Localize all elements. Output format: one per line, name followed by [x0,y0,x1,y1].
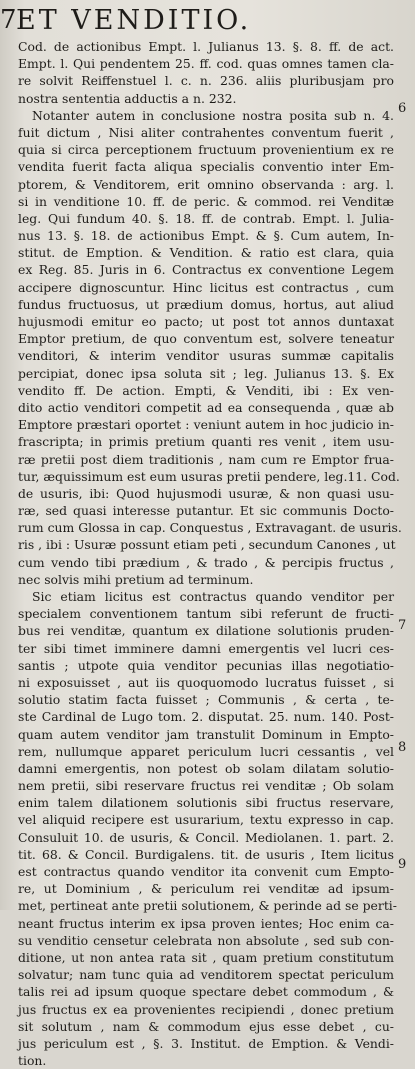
text-line: nus 13. §. 18. de actionibus Empt. & §. Cum autem, In- [18,228,394,244]
text-line: su venditio censetur celebrata non absolute , sed sub con- [18,932,394,948]
text-line: nem pretii, sibi reservare fructus rei venditæ ; Ob solam [18,778,394,794]
text-line: solutio statim facta fuisset ; Communis , & certa , te- [18,692,394,708]
text-line: percipiat, donec ipsa soluta sit ; leg. Julianus 13. §. Ex [18,365,394,381]
text-line: nec solvis mihi pretium ad terminum. [18,571,254,587]
page-header [0,2,415,36]
text-line: vendita fuerit facta aliqua specialis conventio inter Em- [18,159,394,175]
text-line: frascripta; in primis pretium quanti res venit , item usu- [18,434,394,450]
text-line: ex Reg. 85. Juris in 6. Contractus ex conventione Legem [18,262,394,278]
text-line: Cod. de actionibus Empt. l. Julianus 13. §. 8. ff. de act. [18,39,394,54]
text-line: bus rei venditæ, quantum ex dilatione solutionis pruden- [18,623,394,639]
text-line: tion. [18,1053,47,1069]
text-line: nostra sententia adductis a n. 232. [18,90,237,106]
text-line: stitut. de Emption. & Vendition. & ratio est clara, quia [18,245,394,261]
text-line: neant fructus interim ex ipsa proven ientes; Hoc enim ca- [18,915,394,931]
text-line: cum vendo tibi prædium , & trado , & percipis fructus , [18,554,394,570]
text-line: Emptor pretium, de quo conventum est, solvere teneatur [18,331,394,347]
text-line: quia si circa perceptionem fructuum provenientium ex re [18,142,394,158]
text-line: quam autem venditor jam transtulit Dominum in Empto- [18,726,394,742]
page-number: 7 [0,5,17,35]
text-line: venditori, & interim venditor usuras summæ capitalis [18,348,394,364]
text-line: fuit dictum , Nisi aliter contrahentes conventum fuerit , [18,124,394,140]
text-line: santis ; utpote quia venditor pecunias illas negotiatio- [18,657,394,673]
text-line: Consuluit 10. de usuris, & Concil. Mediolanen. 1. part. 2. [18,829,394,845]
margin-note-8: 8 [398,740,407,755]
text-line: vendito ff. De action. Empti, & Venditi, ibi : Ex ven- [18,382,394,398]
text-line: ni exposuisset , aut iis quoquomodo lucratus fuisset , si [18,674,394,690]
text-line: est contractus quando venditor ita convenit cum Empto- [18,864,394,879]
text-line: rem, nullumque apparet periculum lucri cessantis , vel [18,743,394,759]
text-line: ste Cardinal de Lugo tom. 2. disputat. 25. num. 140. Post- [18,709,394,725]
text-line: enim talem dilationem solutionis sibi fructus reservare, [18,795,394,811]
body-text [18,38,402,1069]
text-line: ris , ibi : Usuræ possunt etiam peti , secundum Canones , ut [18,537,396,553]
margin-note-7: 7 [398,618,407,633]
paragraph-2 [18,107,402,588]
text-line: ditione, ut non antea rata sit , quam pretium constitutum [18,949,394,965]
text-line: ter sibi timet imminere damni emergentis vel lucri ces- [18,640,394,656]
margin-note-9: 9 [398,857,407,872]
text-line: specialem conventionem tantum sibi referunt de fructi- [18,606,394,622]
text-line: jus periculum est , §. 3. Institut. de Emption. & Vendi- [18,1035,394,1051]
text-line: Empt. l. Qui pendentem 25. ff. cod. quas omnes tamen cla- [18,56,394,72]
text-line: met, pertineat ante pretii solutionem, & perinde ad se perti- [18,898,397,914]
text-line: ptorem, & Venditorem, erit omnino observanda : arg. l. [18,176,394,192]
margin-note-6: 6 [398,101,407,116]
text-line: Sic etiam licitus est contractus quando venditor per [32,589,394,604]
text-line: talis rei ad ipsum quoque spectare debet commodum , & [18,984,394,1000]
text-line: tur, æquissimum est eum usuras pretii pendere, leg.11. Cod. [18,468,400,484]
text-line: rum cum Glossa in cap. Conquestus , Extravagant. de usuris. [18,520,402,536]
text-line: tit. 68. & Concil. Burdigalens. tit. de usuris , Item licitus [18,846,394,862]
text-line: hujusmodi emitur eo pacto; ut post tot annos duntaxat [18,314,394,329]
text-line: Emptore præstari oportet : veniunt autem in hoc judicio in- [18,417,394,433]
text-line: Notanter autem in conclusione nostra posita sub n. 4. [32,107,394,123]
text-line: jus fructus ex ea provenientes recipiendi , donec pretium [18,1001,394,1017]
text-line: ræ pretii post diem traditionis , nam cum re Emptor frua- [18,451,394,467]
text-line: ræ, sed quasi interesse putantur. Et sic communis Docto- [18,503,394,519]
paragraph-3 [18,588,397,1069]
text-line: de usuris, ibi: Quod hujusmodi usuræ, & non quasi usu- [18,485,394,501]
text-line: fundus fructuosus, ut prædium domus, hortus, aut aliud [18,296,394,312]
text-line: re solvit Reiffenstuel l. c. n. 236. aliis pluribusjam pro [18,73,394,89]
text-line: solvatur; nam tunc quia ad venditorem spectat periculum [18,967,394,983]
text-line: dito actio venditori competit ad ea consequenda , quæ ab [18,399,394,415]
text-line: sit solutum , nam & commodum ejus esse debet , cu- [18,1018,394,1034]
text-line: damni emergentis, non potest ob solam dilatam solutio- [18,760,394,776]
text-line: vel aliquid recipere est usurarium, textu expresso in cap. [18,812,394,828]
text-line: si in venditione 10. ff. de peric. & commod. rei Venditæ [18,193,394,209]
text-line: accipere dignoscuntur. Hinc licitus est contractus , cum [18,279,394,295]
running-title: ET VENDITIO. [16,5,252,36]
text-line: leg. Qui fundum 40. §. 18. ff. de contrab. Empt. l. Julia- [18,210,394,226]
paragraph-1 [18,38,394,107]
text-line: re, ut Dominium , & periculum rei venditæ ad ipsum- [18,881,394,897]
